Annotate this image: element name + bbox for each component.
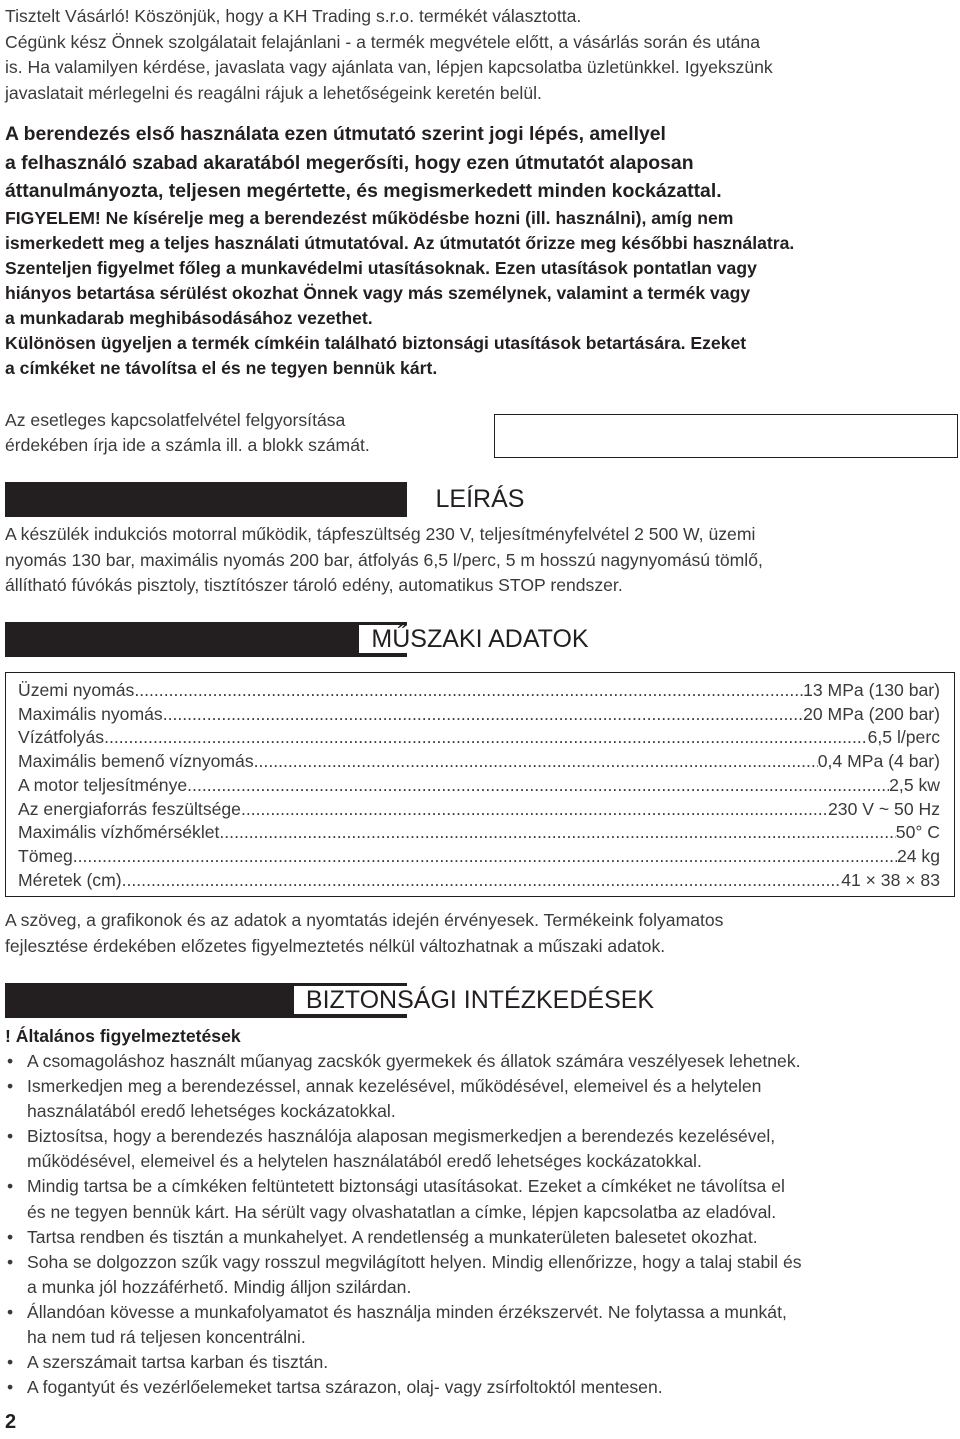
section-title-description: LEÍRÁS (5, 482, 955, 517)
disclaimer-line: A szöveg, a grafikonok és az adatok a nyomtatás idején érvényesek. Termékeink folyamatos (5, 910, 724, 930)
description-text (5, 522, 955, 599)
warning-line: a felhasználó szabad akaratából megerősíti, hogy ezen útmutatót alaposan (5, 151, 694, 174)
spec-row: Az energiaforrás feszültsége ..... 230 V ~ 50 Hz (18, 798, 940, 822)
intro-line: javaslatait mérlegelni és reagálni rájuk a lehetőségeink keretén belül. (5, 82, 542, 103)
warning-line: Különösen ügyeljen a termék címkéin található biztonsági utasítások betartására. Ezeket (5, 332, 747, 353)
specs-table (5, 672, 955, 897)
safety-list (5, 1049, 955, 1400)
warning-line: ismerkedett meg a teljes használati útmutatóval. Az útmutatót őrizze meg későbbi használatra. (5, 232, 795, 253)
warning-line: a címkéket ne távolítsa el és ne tegyen bennük kárt. (5, 357, 438, 378)
warning-line: Szenteljen figyelmet főleg a munkavédelmi utasításoknak. Ezen utasítások pontatlan vagy (5, 257, 757, 278)
intro-line: Cégünk kész Önnek szolgálatait felajánlani - a termék megvétele előtt, a vásárlás során és utána (5, 31, 760, 52)
description-line: nyomás 130 bar, maximális nyomás 200 bar, átfolyás 6,5 l/perc, 5 m hosszú nagynyomású tömlő, (5, 549, 763, 570)
legal-warning (5, 120, 955, 381)
list-item: • Soha se dolgozzon szűk vagy rosszul megvilágított helyen. Mindig ellenőrizze, hogy a talaj stabil és a munka jól hozzáférhető. Mindig álljon szilárdan. (5, 1250, 955, 1300)
warning-line: áttanulmányozta, teljesen megértette, és megismerkedett minden kockázattal. (5, 180, 722, 202)
receipt-label (5, 408, 370, 458)
warning-line: A berendezés első használata ezen útmutató szerint jogi lépés, amellyel (5, 123, 666, 145)
list-item: • A fogantyút és vezérlőelemeket tartsa szárazon, olaj- vagy zsírfoltoktól mentesen. (5, 1375, 955, 1400)
description-line: állítható fúvókás pisztoly, tisztítószer tároló edény, automatikus STOP rendszer. (5, 575, 623, 595)
spec-row: Méretek (cm) ..... 41 × 38 × 83 (18, 869, 940, 893)
section-title-safety: BIZTONSÁGI INTÉZKEDÉSEK (5, 983, 955, 1018)
list-item: • Mindig tartsa be a címkéken feltüntetett biztonsági utasításokat. Ezeket a címkéket ne távolítsa el és ne tegyen bennük kárt. Ha sérült vagy olvashatatlan a címke, lépjen kapcsolatba az eladóval. (5, 1174, 955, 1224)
spec-row: Maximális vízhőmérséklet ..... 50° C (18, 821, 940, 845)
intro-line: is. Ha valamilyen kérdése, javaslata vagy ajánlata van, lépjen kapcsolatba üzletünkkel. Igyekszünk (5, 57, 773, 77)
receipt-label-line: érdekében írja ide a számla ill. a blokk számát. (5, 435, 370, 455)
page-number: 2 (5, 1411, 17, 1433)
list-item: • Biztosítsa, hogy a berendezés használója alaposan megismerkedjen a berendezés kezelésével, működésével, elemeivel és a helytelen használatából eredő lehetséges kockázatokkal. (5, 1124, 955, 1174)
list-item: • Ismerkedjen meg a berendezéssel, annak kezelésével, működésével, elemeivel és a helytelen használatából eredő lehetséges kockázatokkal. (5, 1074, 955, 1124)
disclaimer-text (5, 908, 955, 959)
section-title-specs: MŰSZAKI ADATOK (5, 622, 955, 657)
disclaimer-line: fejlesztése érdekében előzetes figyelmeztetés nélkül változhatnak a műszaki adatok. (5, 935, 666, 956)
intro-line: Tisztelt Vásárló! Köszönjük, hogy a KH Trading s.r.o. termékét választotta. (5, 6, 582, 26)
warning-line: hiányos betartása sérülést okozhat Önnek vagy más személynek, valamint a termék vagy (5, 282, 751, 303)
spec-row: Tömeg ..... 24 kg (18, 845, 940, 869)
intro-text (5, 4, 955, 106)
receipt-number-field[interactable] (494, 414, 958, 458)
description-line: A készülék indukciós motorral működik, tápfeszültség 230 V, teljesítményfelvétel 2 500 W, üzemi (5, 524, 756, 544)
general-warnings-title: ! Általános figyelmeztetések (5, 1026, 241, 1046)
spec-row: Üzemi nyomás ..... 13 MPa (130 bar) (18, 679, 940, 703)
spec-row: Maximális nyomás ..... 20 MPa (200 bar) (18, 703, 940, 727)
list-item: • A csomagoláshoz használt műanyag zacskók gyermekek és állatok számára veszélyesek lehetnek. (5, 1049, 955, 1074)
list-item: • A szerszámait tartsa karban és tisztán. (5, 1350, 955, 1375)
list-item: • Tartsa rendben és tisztán a munkahelyet. A rendetlenség a munkaterületen balesetet okozhat. (5, 1225, 955, 1250)
spec-row: Vízátfolyás ..... 6,5 l/perc (18, 726, 940, 750)
warning-line: FIGYELEM! Ne kísérelje meg a berendezést működésbe hozni (ill. használni), amíg nem (5, 207, 734, 228)
receipt-label-line: Az esetleges kapcsolatfelvétel felgyorsítása (5, 410, 346, 430)
list-item: • Állandóan kövesse a munkafolyamatot és használja minden érzékszervét. Ne folytassa a munkát, ha nem tud rá teljesen koncentrálni. (5, 1300, 955, 1350)
warning-line: a munkadarab meghibásodásához vezethet. (5, 307, 373, 328)
spec-row: A motor teljesítménye ..... 2,5 kw (18, 774, 940, 798)
spec-row: Maximális bemenő víznyomás ..... 0,4 MPa (4 bar) (18, 750, 940, 774)
